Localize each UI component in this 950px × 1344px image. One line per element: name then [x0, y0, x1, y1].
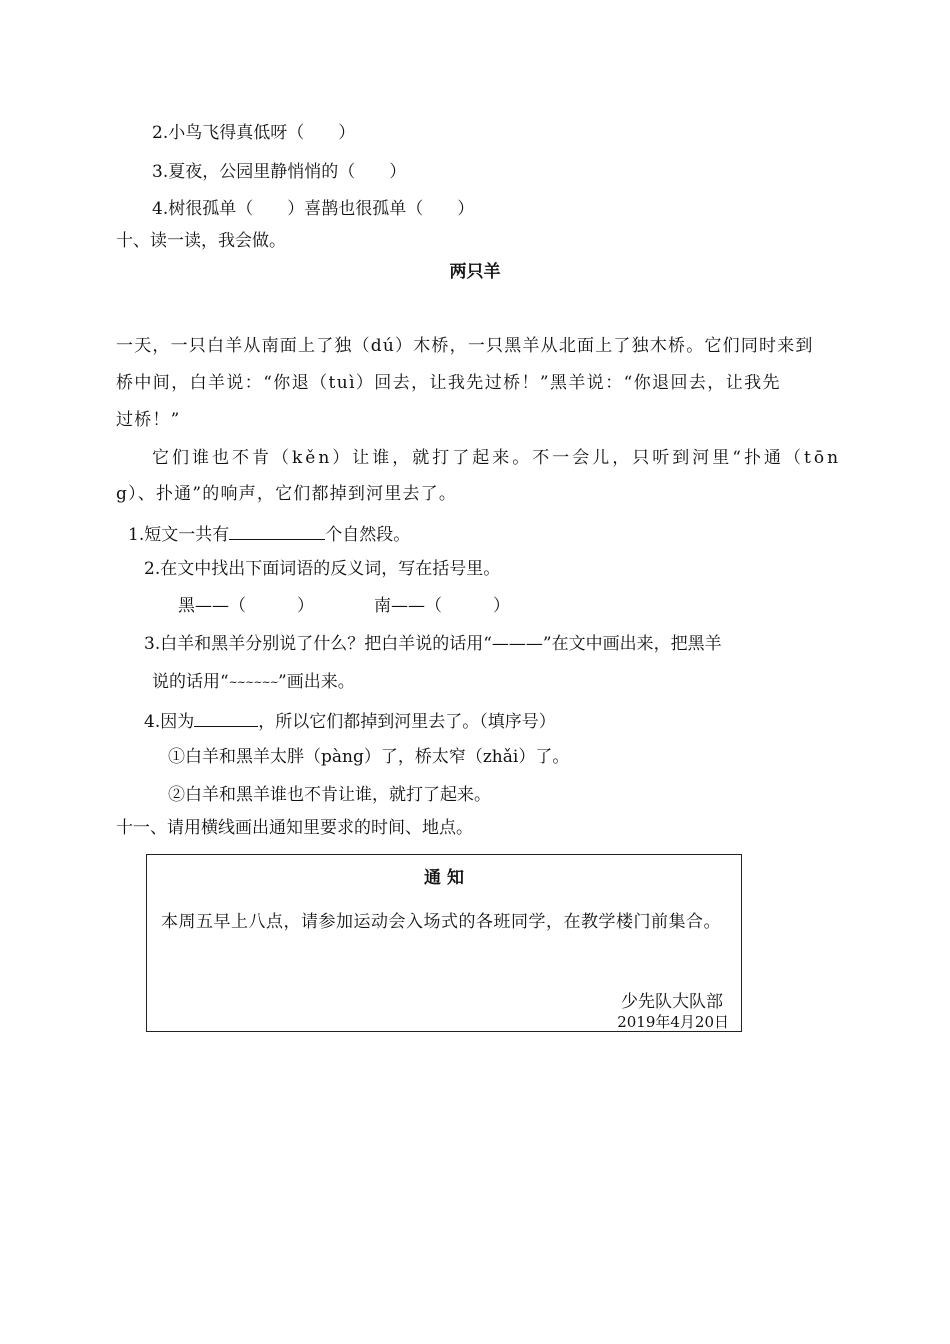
q4-option-2: ②白羊和黑羊谁也不肯让谁，就打了起来。 — [168, 785, 491, 805]
q1-prefix: 1.短文一共有 — [128, 525, 230, 545]
q1-answer-blank[interactable] — [229, 521, 325, 540]
question-2: 2.小鸟飞得真低呀（ ） — [152, 123, 356, 143]
question-4: 4.树很孤单（ ）喜鹊也很孤单（ ） — [152, 199, 475, 219]
q2-item-black[interactable]: 黑——（ ） — [178, 596, 314, 616]
q3-line-2 — [152, 670, 355, 695]
q3-line-1: 3.白羊和黑羊分别说了什么？把白羊说的话用“———”在文中画出来，把黑羊 — [144, 634, 722, 654]
story-title: 两只羊 — [449, 262, 501, 282]
q2: 2.在文中找出下面词语的反义词，写在括号里。 — [144, 559, 501, 579]
wavy-line-symbol: ~~~~~~ — [228, 675, 279, 689]
notice-box — [146, 854, 742, 1032]
notice-signature: 少先队大队部 — [621, 992, 723, 1012]
story-paragraph-1-line-3: 过桥！” — [116, 410, 181, 430]
q4-answer-blank[interactable] — [194, 708, 258, 727]
q2-item-south[interactable]: 南——（ ） — [374, 596, 510, 616]
notice-body[interactable]: 本周五早上八点，请参加运动会入场式的各班同学，在教学楼门前集合。 — [161, 912, 721, 932]
section-11-heading: 十一、请用横线画出通知里要求的时间、地点。 — [116, 818, 473, 838]
story-paragraph-2-line-2: g）、扑通”的响声，它们都掉到河里去了。 — [116, 484, 458, 504]
q3-line-2-a: 说的话用“ — [152, 672, 229, 692]
question-3: 3.夏夜，公园里静悄悄的（ ） — [152, 162, 407, 182]
story-paragraph-2-line-1: 它们谁也不肯（kěn）让谁，就打了起来。不一会儿，只听到河里“扑通（tōn — [152, 448, 842, 468]
story-paragraph-1-line-2: 桥中间，白羊说：“你退（tuì）回去，让我先过桥！”黑羊说：“你退回去，让我先 — [116, 373, 781, 393]
story-paragraph-1-line-1: 一天，一只白羊从南面上了独（dú）木桥，一只黑羊从北面上了独木桥。它们同时来到 — [116, 336, 814, 356]
notice-title: 通 知 — [424, 868, 464, 888]
q4 — [144, 708, 556, 734]
q4-suffix: ，所以它们都掉到河里去了。（填序号） — [258, 712, 556, 732]
q4-prefix: 4.因为 — [144, 712, 195, 732]
section-10-heading: 十、读一读，我会做。 — [116, 231, 286, 251]
q4-option-1: ①白羊和黑羊太胖（pàng）了，桥太窄（zhǎi）了。 — [168, 747, 570, 767]
q1-suffix: 个自然段。 — [325, 525, 411, 545]
q3-line-2-b: ”画出来。 — [278, 672, 355, 692]
notice-date: 2019年4月20日 — [617, 1013, 729, 1031]
q1 — [128, 521, 410, 547]
